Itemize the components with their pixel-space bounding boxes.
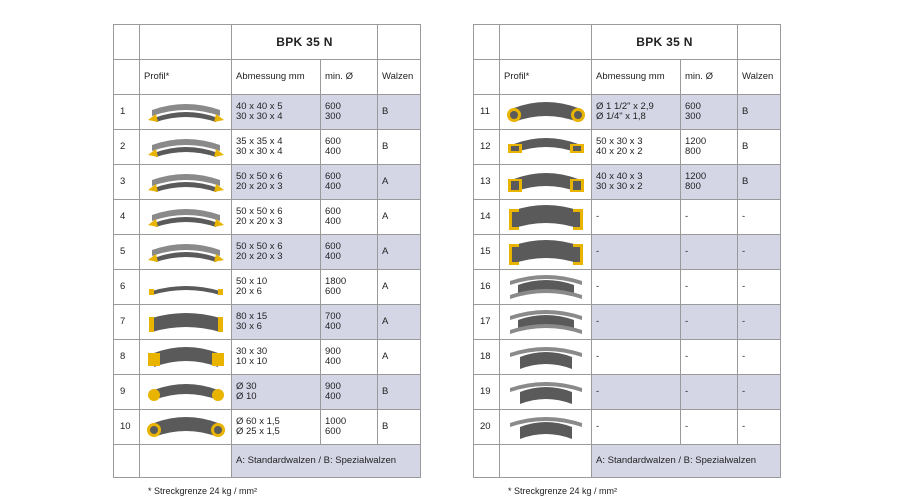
- dimension-line: 30 x 30 x 4: [236, 146, 283, 157]
- header-abmessung: Abmessung mm: [232, 60, 321, 95]
- min-diameter-line: 1200: [685, 171, 707, 182]
- min-diameter-line: 700: [325, 311, 341, 322]
- min-diameter-line: 400: [325, 216, 341, 227]
- dimension-line: 40 x 40 x 3: [596, 171, 643, 182]
- dimension-cell: [232, 375, 321, 410]
- row-number: 12: [474, 130, 500, 165]
- min-diameter-cell: [681, 95, 738, 130]
- empty-legend-cell: [500, 445, 592, 478]
- min-diameter-line: 600: [685, 101, 701, 112]
- dimension-cell: [232, 270, 321, 305]
- tee-section-icon: [500, 410, 592, 445]
- row-number: 2: [114, 130, 140, 165]
- dimension-cell: [592, 130, 681, 165]
- header-number: [114, 60, 140, 95]
- min-diameter-line: 300: [685, 111, 701, 122]
- row-number: 9: [114, 375, 140, 410]
- row-number: 18: [474, 340, 500, 375]
- dimension-cell: [232, 340, 321, 375]
- walzen-cell: -: [738, 375, 781, 410]
- table-title: BPK 35 N: [592, 25, 738, 60]
- row-number: 19: [474, 375, 500, 410]
- table-row: [474, 235, 781, 270]
- min-diameter-cell: [681, 130, 738, 165]
- min-diameter-line: 400: [325, 391, 341, 402]
- dimension-cell: [232, 130, 321, 165]
- row-number: 15: [474, 235, 500, 270]
- table-row: [114, 130, 421, 165]
- walzen-cell: A: [378, 305, 421, 340]
- dimension-line: -: [596, 246, 600, 257]
- dimension-line: -: [596, 211, 600, 222]
- dimension-cell: [232, 165, 321, 200]
- min-diameter-cell: [321, 200, 378, 235]
- min-diameter-line: 300: [325, 111, 341, 122]
- min-diameter-line: 900: [325, 346, 341, 357]
- profile-table-left: [113, 24, 421, 478]
- min-diameter-line: 600: [325, 206, 341, 217]
- table-row: [114, 410, 421, 445]
- walzen-cell: -: [738, 340, 781, 375]
- min-diameter-cell: [681, 305, 738, 340]
- walzen-cell: B: [378, 130, 421, 165]
- min-diameter-line: 600: [325, 171, 341, 182]
- min-diameter-cell: [321, 165, 378, 200]
- empty-corner-cell: [738, 25, 781, 60]
- min-diameter-line: 400: [325, 146, 341, 157]
- min-diameter-line: 400: [325, 251, 341, 262]
- min-diameter-cell: [321, 235, 378, 270]
- channel-section-icon: [500, 200, 592, 235]
- walzen-cell: -: [738, 200, 781, 235]
- dimension-line: 20 x 20 x 3: [236, 181, 283, 192]
- table-row: [474, 270, 781, 305]
- walzen-cell: A: [378, 340, 421, 375]
- min-diameter-line: 1800: [325, 276, 347, 287]
- min-diameter-line: 1200: [685, 136, 707, 147]
- min-diameter-line: 1000: [325, 416, 347, 427]
- min-diameter-line: -: [685, 281, 689, 292]
- profile-table-right: [473, 24, 781, 478]
- angle-section-icon: [140, 235, 232, 270]
- angle-section-icon: [140, 165, 232, 200]
- empty-corner-cell: [114, 25, 140, 60]
- min-diameter-line: 400: [325, 321, 341, 332]
- dimension-cell: [592, 235, 681, 270]
- dimension-cell: [592, 340, 681, 375]
- min-diameter-line: 600: [325, 101, 341, 112]
- min-diameter-line: 600: [325, 286, 341, 297]
- min-diameter-cell: [681, 235, 738, 270]
- dimension-line: 50 x 10: [236, 276, 268, 287]
- dimension-line: Ø 25 x 1,5: [236, 426, 280, 437]
- min-diameter-cell: [681, 340, 738, 375]
- square-tube-icon: [500, 165, 592, 200]
- min-diameter-line: -: [685, 211, 689, 222]
- min-diameter-line: 600: [325, 136, 341, 147]
- min-diameter-cell: [681, 200, 738, 235]
- rect-tube-icon: [500, 130, 592, 165]
- angle-section-icon: [140, 130, 232, 165]
- dimension-line: -: [596, 421, 600, 432]
- header-walzen: Walzen: [378, 60, 421, 95]
- dimension-line: 30 x 30 x 4: [236, 111, 283, 122]
- dimension-line: 50 x 30 x 3: [596, 136, 643, 147]
- min-diameter-cell: [321, 95, 378, 130]
- header-min-diameter: min. Ø: [681, 60, 738, 95]
- min-diameter-line: 800: [685, 146, 701, 157]
- min-diameter-line: -: [685, 351, 689, 362]
- walzen-cell: -: [738, 305, 781, 340]
- table-row: [114, 305, 421, 340]
- table-row: [474, 200, 781, 235]
- table-header-row: [114, 60, 421, 95]
- ibeam-section-icon: [500, 305, 592, 340]
- min-diameter-cell: [681, 375, 738, 410]
- dimension-cell: [592, 410, 681, 445]
- flat-bar-icon: [140, 305, 232, 340]
- walzen-cell: B: [738, 130, 781, 165]
- angle-section-icon: [140, 200, 232, 235]
- min-diameter-line: 600: [325, 241, 341, 252]
- min-diameter-cell: [681, 410, 738, 445]
- dimension-line: Ø 60 x 1,5: [236, 416, 280, 427]
- dimension-cell: [232, 95, 321, 130]
- row-number: 5: [114, 235, 140, 270]
- min-diameter-line: 800: [685, 181, 701, 192]
- dimension-line: 50 x 50 x 6: [236, 171, 283, 182]
- table-row: [474, 165, 781, 200]
- walzen-cell: -: [738, 410, 781, 445]
- walzen-legend: A: Standardwalzen / B: Spezialwalzen: [232, 445, 421, 478]
- dimension-line: 10 x 10: [236, 356, 268, 367]
- dimension-line: -: [596, 316, 600, 327]
- walzen-cell: B: [378, 375, 421, 410]
- round-bar-icon: [140, 375, 232, 410]
- header-profil: Profil*: [140, 60, 232, 95]
- dimension-line: 30 x 30 x 2: [596, 181, 643, 192]
- walzen-cell: -: [738, 235, 781, 270]
- dimension-line: 50 x 50 x 6: [236, 206, 283, 217]
- header-abmessung: Abmessung mm: [592, 60, 681, 95]
- min-diameter-cell: [321, 340, 378, 375]
- dimension-line: 20 x 20 x 3: [236, 216, 283, 227]
- row-number: 16: [474, 270, 500, 305]
- min-diameter-line: -: [685, 316, 689, 327]
- header-min-diameter: min. Ø: [321, 60, 378, 95]
- walzen-legend: A: Standardwalzen / B: Spezialwalzen: [592, 445, 781, 478]
- dimension-line: 80 x 15: [236, 311, 268, 322]
- dimension-line: 35 x 35 x 4: [236, 136, 283, 147]
- angle-section-icon: [140, 95, 232, 130]
- table-title-row: [474, 25, 781, 60]
- dimension-cell: [232, 200, 321, 235]
- walzen-cell: A: [378, 235, 421, 270]
- dimension-cell: [592, 375, 681, 410]
- ibeam-section-icon: [500, 270, 592, 305]
- min-diameter-cell: [321, 305, 378, 340]
- header-walzen: Walzen: [738, 60, 781, 95]
- table-title-row: [114, 25, 421, 60]
- walzen-cell: -: [738, 270, 781, 305]
- table-row: [114, 375, 421, 410]
- table-title: BPK 35 N: [232, 25, 378, 60]
- dimension-line: Ø 30: [236, 381, 257, 392]
- tee-section-icon: [500, 340, 592, 375]
- row-number: 10: [114, 410, 140, 445]
- dimension-line: 30 x 30: [236, 346, 268, 357]
- table-row: [474, 130, 781, 165]
- dimension-line: Ø 10: [236, 391, 257, 402]
- row-number: 6: [114, 270, 140, 305]
- min-diameter-cell: [321, 375, 378, 410]
- dimension-line: -: [596, 351, 600, 362]
- table-row: [114, 340, 421, 375]
- empty-legend-cell: [140, 445, 232, 478]
- min-diameter-line: -: [685, 421, 689, 432]
- dimension-cell: [232, 410, 321, 445]
- empty-corner-cell: [500, 25, 592, 60]
- min-diameter-line: -: [685, 386, 689, 397]
- min-diameter-line: 600: [325, 426, 341, 437]
- yield-strength-note: * Streckgrenze 24 kg / mm²: [508, 486, 618, 496]
- dimension-line: 40 x 40 x 5: [236, 101, 283, 112]
- walzen-cell: B: [738, 165, 781, 200]
- empty-corner-cell: [474, 25, 500, 60]
- header-number: [474, 60, 500, 95]
- square-bar-icon: [140, 340, 232, 375]
- min-diameter-cell: [681, 165, 738, 200]
- dimension-line: 40 x 20 x 2: [596, 146, 643, 157]
- walzen-cell: A: [378, 165, 421, 200]
- table-row: [474, 340, 781, 375]
- empty-legend-cell: [114, 445, 140, 478]
- walzen-cell: A: [378, 200, 421, 235]
- empty-corner-cell: [378, 25, 421, 60]
- min-diameter-cell: [321, 270, 378, 305]
- row-number: 3: [114, 165, 140, 200]
- yield-strength-note: * Streckgrenze 24 kg / mm²: [148, 486, 258, 496]
- min-diameter-line: 400: [325, 356, 341, 367]
- table-row: [474, 375, 781, 410]
- empty-legend-cell: [474, 445, 500, 478]
- row-number: 17: [474, 305, 500, 340]
- tee-section-icon: [500, 375, 592, 410]
- dimension-line: 30 x 6: [236, 321, 262, 332]
- row-number: 4: [114, 200, 140, 235]
- row-number: 20: [474, 410, 500, 445]
- row-number: 11: [474, 95, 500, 130]
- row-number: 14: [474, 200, 500, 235]
- row-number: 1: [114, 95, 140, 130]
- dimension-line: -: [596, 386, 600, 397]
- min-diameter-line: -: [685, 246, 689, 257]
- dimension-cell: [592, 165, 681, 200]
- table-row: [114, 235, 421, 270]
- table-row: [114, 270, 421, 305]
- min-diameter-line: 900: [325, 381, 341, 392]
- table-row: [114, 200, 421, 235]
- min-diameter-cell: [321, 130, 378, 165]
- table-row: [114, 95, 421, 130]
- table-row: [114, 165, 421, 200]
- dimension-line: 50 x 50 x 6: [236, 241, 283, 252]
- table-row: [474, 305, 781, 340]
- dimension-cell: [592, 200, 681, 235]
- walzen-cell: A: [378, 270, 421, 305]
- table-legend-row: [114, 445, 421, 478]
- row-number: 7: [114, 305, 140, 340]
- dimension-line: Ø 1 1/2" x 2,9: [596, 101, 654, 112]
- dimension-cell: [232, 235, 321, 270]
- min-diameter-cell: [321, 410, 378, 445]
- round-tube-icon: [140, 410, 232, 445]
- min-diameter-cell: [681, 270, 738, 305]
- walzen-cell: B: [378, 95, 421, 130]
- flat-bar-icon: [140, 270, 232, 305]
- header-profil: Profil*: [500, 60, 592, 95]
- table-legend-row: [474, 445, 781, 478]
- table-row: [474, 410, 781, 445]
- row-number: 8: [114, 340, 140, 375]
- dimension-line: Ø 1/4" x 1,8: [596, 111, 646, 122]
- row-number: 13: [474, 165, 500, 200]
- dimension-line: 20 x 6: [236, 286, 262, 297]
- min-diameter-line: 400: [325, 181, 341, 192]
- walzen-cell: B: [378, 410, 421, 445]
- dimension-cell: [232, 305, 321, 340]
- empty-corner-cell: [140, 25, 232, 60]
- dimension-line: -: [596, 281, 600, 292]
- dimension-cell: [592, 95, 681, 130]
- round-tube-icon: [500, 95, 592, 130]
- dimension-cell: [592, 270, 681, 305]
- table-row: [474, 95, 781, 130]
- channel-section-icon: [500, 235, 592, 270]
- walzen-cell: B: [738, 95, 781, 130]
- table-header-row: [474, 60, 781, 95]
- dimension-cell: [592, 305, 681, 340]
- dimension-line: 20 x 20 x 3: [236, 251, 283, 262]
